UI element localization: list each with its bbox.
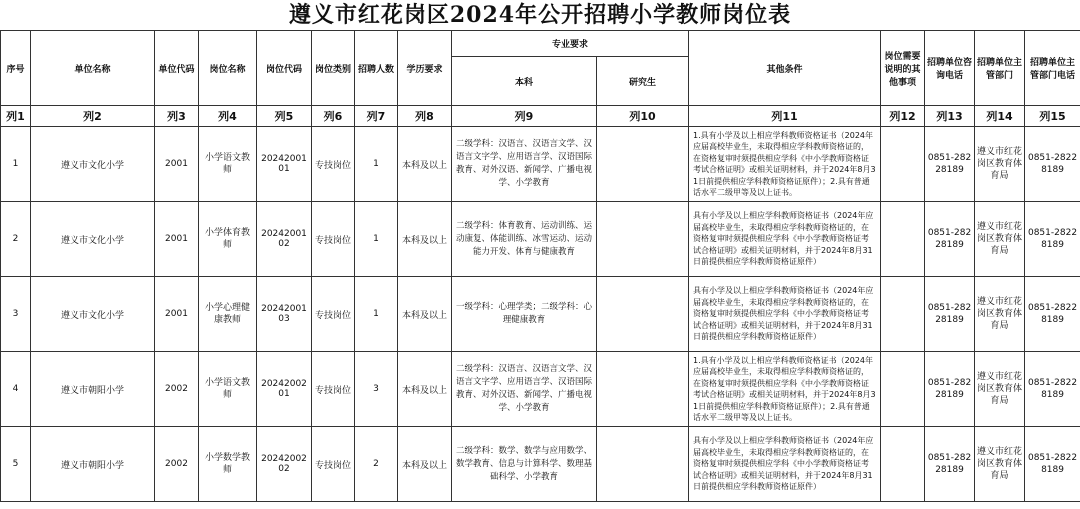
header-graduate: 研究生	[597, 57, 689, 106]
cell-post-code: 2024200201	[257, 352, 312, 427]
cell-hires: 1	[355, 127, 398, 202]
header-post-name: 岗位名称	[199, 31, 257, 106]
cell-education: 本科及以上	[398, 127, 452, 202]
cell-seq: 4	[1, 352, 31, 427]
cell-phone: 0851-28228189	[925, 427, 975, 502]
cell-hires: 1	[355, 202, 398, 277]
cell-education: 本科及以上	[398, 427, 452, 502]
header-education: 学历要求	[398, 31, 452, 106]
cell-conditions: 具有小学及以上相应学科教师资格证书（2024年应届高校毕业生，未取得相应学科教师资格证的，在资格复审时须提供相应学科《中小学教师资格证考试合格证明》或相关证明材料，并于2024年8月31日前提供相应学科教师资格证原件）	[689, 202, 881, 277]
cell-dept-phone: 0851-28228189	[1025, 277, 1080, 352]
cell-major: 二级学科：数学、数学与应用数学、数学教育、信息与计算科学、数理基础科学、小学教育	[452, 427, 597, 502]
cell-phone: 0851-28228189	[925, 202, 975, 277]
cell-type: 专技岗位	[312, 127, 355, 202]
header-bachelor: 本科	[452, 57, 597, 106]
cell-dept: 遵义市红花岗区教育体育局	[975, 202, 1025, 277]
header-dept: 招聘单位主管部门	[975, 31, 1025, 106]
col-number: 列5	[257, 106, 312, 127]
cell-post: 小学语文教师	[199, 352, 257, 427]
cell-notes	[881, 202, 925, 277]
cell-dept-phone: 0851-28228189	[1025, 427, 1080, 502]
cell-dept-phone: 0851-28228189	[1025, 127, 1080, 202]
col-number: 列3	[155, 106, 199, 127]
header-dept-phone: 招聘单位主管部门电话	[1025, 31, 1080, 106]
cell-post-code: 2024200103	[257, 277, 312, 352]
col-number: 列7	[355, 106, 398, 127]
cell-major: 二级学科：汉语言、汉语言文学、汉语言文字学、应用语言学、汉语国际教育、对外汉语、新闻学、广播电视学、小学教育	[452, 352, 597, 427]
header-post-type: 岗位类别	[312, 31, 355, 106]
col-number: 列11	[689, 106, 881, 127]
cell-dept: 遵义市红花岗区教育体育局	[975, 427, 1025, 502]
table-row	[1, 277, 1080, 352]
cell-conditions: 1.具有小学及以上相应学科教师资格证书（2024年应届高校毕业生，未取得相应学科教师资格证的，在资格复审时须提供相应学科《中小学教师资格证考试合格证明》或相关证明材料，并于2024年8月31日前提供相应学科教师资格证原件）；2.具有普通话水平二级甲等及以上证书。	[689, 127, 881, 202]
cell-hires: 3	[355, 352, 398, 427]
cell-seq: 1	[1, 127, 31, 202]
cell-graduate	[597, 277, 689, 352]
cell-unit-code: 2001	[155, 127, 199, 202]
cell-conditions: 具有小学及以上相应学科教师资格证书（2024年应届高校毕业生，未取得相应学科教师资格证的，在资格复审时须提供相应学科《中小学教师资格证考试合格证明》或相关证明材料，并于2024年8月31日前提供相应学科教师资格证原件）	[689, 277, 881, 352]
cell-seq: 5	[1, 427, 31, 502]
cell-dept: 遵义市红花岗区教育体育局	[975, 127, 1025, 202]
col-number: 列14	[975, 106, 1025, 127]
col-number: 列1	[1, 106, 31, 127]
cell-notes	[881, 352, 925, 427]
cell-conditions: 1.具有小学及以上相应学科教师资格证书（2024年应届高校毕业生，未取得相应学科教师资格证的，在资格复审时须提供相应学科《中小学教师资格证考试合格证明》或相关证明材料，并于2024年8月31日前提供相应学科教师资格证原件）；2.具有普通话水平二级甲等及以上证书。	[689, 352, 881, 427]
header-notes: 岗位需要说明的其他事项	[881, 31, 925, 106]
cell-dept: 遵义市红花岗区教育体育局	[975, 277, 1025, 352]
cell-graduate	[597, 127, 689, 202]
col-number: 列10	[597, 106, 689, 127]
job-table	[0, 30, 1080, 502]
cell-dept-phone: 0851-28228189	[1025, 202, 1080, 277]
cell-type: 专技岗位	[312, 277, 355, 352]
cell-unit-code: 2002	[155, 427, 199, 502]
cell-phone: 0851-28228189	[925, 277, 975, 352]
header-major: 专业要求	[452, 31, 689, 57]
col-number: 列2	[31, 106, 155, 127]
cell-unit: 遵义市朝阳小学	[31, 352, 155, 427]
header-hires: 招聘人数	[355, 31, 398, 106]
cell-unit: 遵义市朝阳小学	[31, 427, 155, 502]
cell-graduate	[597, 352, 689, 427]
cell-dept-phone: 0851-28228189	[1025, 352, 1080, 427]
cell-graduate	[597, 202, 689, 277]
cell-post: 小学体育教师	[199, 202, 257, 277]
header-phone: 招聘单位咨询电话	[925, 31, 975, 106]
cell-education: 本科及以上	[398, 202, 452, 277]
cell-type: 专技岗位	[312, 427, 355, 502]
col-number: 列4	[199, 106, 257, 127]
col-number: 列15	[1025, 106, 1080, 127]
cell-major: 一级学科：心理学类；二级学科：心理健康教育	[452, 277, 597, 352]
col-number: 列13	[925, 106, 975, 127]
page-title: 遵义市红花岗区2024年公开招聘小学教师岗位表	[288, 2, 792, 28]
cell-post: 小学语文教师	[199, 127, 257, 202]
table-row	[1, 427, 1080, 502]
cell-phone: 0851-28228189	[925, 127, 975, 202]
cell-unit: 遵义市文化小学	[31, 202, 155, 277]
cell-seq: 2	[1, 202, 31, 277]
cell-major: 二级学科：汉语言、汉语言文学、汉语言文字学、应用语言学、汉语国际教育、对外汉语、新闻学、广播电视学、小学教育	[452, 127, 597, 202]
table-row	[1, 352, 1080, 427]
header-seq: 序号	[1, 31, 31, 106]
cell-hires: 1	[355, 277, 398, 352]
cell-post: 小学心理健康教师	[199, 277, 257, 352]
col-number: 列9	[452, 106, 597, 127]
cell-notes	[881, 277, 925, 352]
cell-post: 小学数学教师	[199, 427, 257, 502]
cell-type: 专技岗位	[312, 352, 355, 427]
table-row	[1, 202, 1080, 277]
cell-dept: 遵义市红花岗区教育体育局	[975, 352, 1025, 427]
cell-post-code: 2024200202	[257, 427, 312, 502]
cell-phone: 0851-28228189	[925, 352, 975, 427]
cell-type: 专技岗位	[312, 202, 355, 277]
cell-unit: 遵义市文化小学	[31, 277, 155, 352]
header-unit-name: 单位名称	[31, 31, 155, 106]
cell-education: 本科及以上	[398, 352, 452, 427]
table-row	[1, 127, 1080, 202]
cell-major: 二级学科：体育教育、运动训练、运动康复、体能训练、冰雪运动、运动能力开发、体育与健康教育	[452, 202, 597, 277]
cell-unit-code: 2001	[155, 277, 199, 352]
cell-education: 本科及以上	[398, 277, 452, 352]
cell-post-code: 2024200101	[257, 127, 312, 202]
header-unit-code: 单位代码	[155, 31, 199, 106]
cell-graduate	[597, 427, 689, 502]
cell-post-code: 2024200102	[257, 202, 312, 277]
cell-notes	[881, 127, 925, 202]
header-other: 其他条件	[689, 31, 881, 106]
cell-unit-code: 2001	[155, 202, 199, 277]
header-post-code: 岗位代码	[257, 31, 312, 106]
cell-hires: 2	[355, 427, 398, 502]
cell-unit-code: 2002	[155, 352, 199, 427]
cell-seq: 3	[1, 277, 31, 352]
cell-conditions: 具有小学及以上相应学科教师资格证书（2024年应届高校毕业生，未取得相应学科教师资格证的，在资格复审时须提供相应学科《中小学教师资格证考试合格证明》或相关证明材料，并于2024年8月31日前提供相应学科教师资格证原件）	[689, 427, 881, 502]
col-number: 列12	[881, 106, 925, 127]
col-number: 列6	[312, 106, 355, 127]
cell-unit: 遵义市文化小学	[31, 127, 155, 202]
col-number: 列8	[398, 106, 452, 127]
cell-notes	[881, 427, 925, 502]
